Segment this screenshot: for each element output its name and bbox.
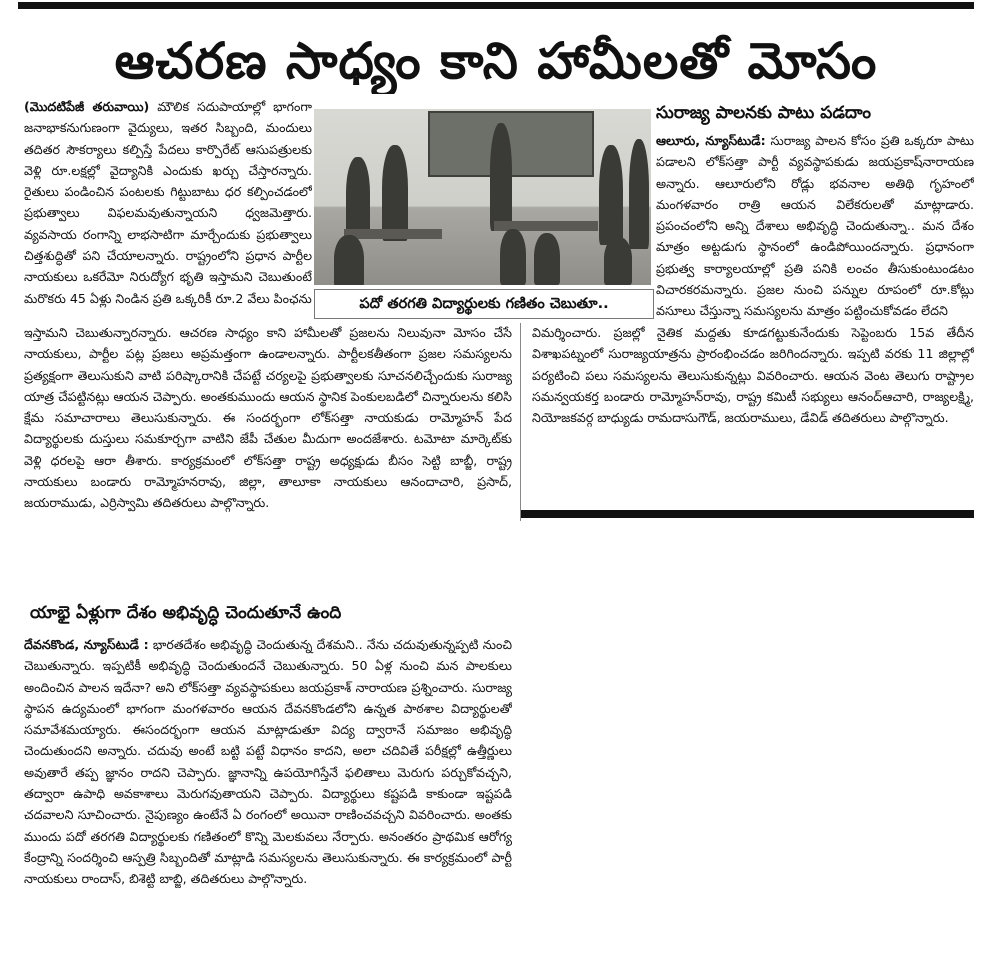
photo-caption: పదో తరగతి విద్యార్థులకు గణితం చెబుతూ.. xyxy=(314,289,654,319)
person-figure xyxy=(382,145,408,241)
teacher-figure xyxy=(490,123,512,231)
top-rule xyxy=(18,2,974,9)
student-figure xyxy=(500,229,526,285)
left-column-text: మౌలిక సదుపాయాల్లో భాగంగా జనాభాకనుగుణంగా వైద్యులు, ఇతర సిబ్బంది, మందులు తదితర సౌకర్యాలు కల్పిస్తే పేదలు కార్పొరేట్ ఆసుపత్రులకు వెళ్లి రూ.లక్షల్లో వైద్యానికి ఎందుకు ఖర్చు చేస్తారన్నారు. రైతులు పండించిన పంటలకు గిట్టుబాటు ధర కల్పించడంలో ప్రభుత్వాలు విఫలమవుతున్నాయని ధ్వజమెత్తారు. వ్యవసాయ రంగాన్ని లాభసాటిగా మార్చేందుకు ప్రభుత్వాలు చిత్తశుద్ధితో పని చేయాలన్నారు. రాష్ట్రంలోని ప్రధాన పార్టీల నాయకులు ఒకరేమో నిరుద్యోగ భృతి ఇస్తామని చెబుతుంటే మరొకరు 45 ఏళ్లు నిండిన ప్రతి ఒక్కరికీ రూ.2 వేలు పింఛను xyxy=(24,99,312,306)
right-article-dateline: ఆలూరు, న్యూస్‌టుడే: xyxy=(656,133,766,148)
left-column-continued xyxy=(24,322,512,594)
person-figure xyxy=(599,145,623,245)
headline: ఆచరణ సాధ్యం కాని హామీలతో మోసం xyxy=(114,32,878,90)
student-figure xyxy=(604,237,632,285)
bottom-article-text: భారతదేశం అభివృద్ధి చెందుతున్న దేశమని.. నేను చదువుతున్నప్పటి నుంచి చెబుతున్నారు. ఇప్పటికీ అభివృద్ధి చెందుతుందనే చెబుతున్నారు. 50 ఏళ్ల నుంచి మన పాలకులు అందించిన పాలన ఇదేనా? అని లోక్‌సత్తా వ్యవస్థాపకులు జయప్రకాశ్ నారాయణ ప్రశ్నించారు. సురాజ్య స్థాపన ఉద్యమంలో భాగంగా మంగళవారం ఆయన దేవనకొండలోని ఉన్నత పాఠశాల విద్యార్థులతో సమావేశమయ్యారు. ఈసందర్భంగా ఆయన మాట్లాడుతూ విద్య ద్వారానే సమాజం అభివృద్ధి చెందుతుందని అన్నారు. చదువు అంటే బట్టి పట్టే విధానం కాదని, అలా చదివితే పరీక్షల్లో ఉత్తీర్ణులు అవుతారే తప్ప జ్ఞానం రాదని చెప్పారు. జ్ఞానాన్ని ఉపయోగిస్తేనే ఫలితాలు మెరుగు పర్చుకోవచ్చని, తద్వారా ఉపాధి అవకాశాలు మెరుగవుతాయని చెప్పారు. విద్యార్థులు కష్టపడి కాకుండా ఇష్టపడి చదవాలని సూచించారు. నైపుణ్యం ఉంటేనే ఏ రంగంలో అయినా రాణించవచ్చని వివరించారు. అంతకు ముందు పదో తరగతి విద్యార్థులకు గణితంలో కొన్ని మెలకువలు నేర్పారు. అనంతరం ప్రాథమిక ఆరోగ్య కేంద్రాన్ని సందర్శించి ఆస్పత్రి సిబ్బందితో మాట్లాడి సమస్యలను తెలుసుకున్నారు. ఈ కార్యక్రమంలో పార్టీ నాయకులు రాందాస్, బిశెట్టి బాబ్జి, తదితరులు పాల్గొన్నారు. xyxy=(24,637,512,887)
section-rule xyxy=(521,510,974,518)
right-article-text-part1: సురాజ్య పాలన కోసం ప్రతి ఒక్కరూ పాటు పడాలని లోక్‌సత్తా పార్టీ వ్యవస్థాపకుడు జయప్రకాష్‌నారాయణ అన్నారు. ఆలూరులోని రోడ్లు భవనాల అతిథి గృహంలో మంగళవారం రాత్రి ఆయన విలేకరులతో మాట్లాడారు. ప్రపంచంలోని అన్ని దేశాలు అభివృద్ధి చెందుతున్నా.. మన దేశం మాత్రం అట్టడుగు స్థానంలో ఉండిపోయిందన్నారు. ప్రధానంగా ప్రభుత్వ కార్యాలయాల్లో ప్రతి పనికి లంచం తీసుకుంటుండటం విచారకరమన్నారు. ప్రజల నుంచి పన్నుల రూపంలో రూ.కోట్లు వసూలు చేస్తున్నా సమస్యలను మాత్రం పట్టించుకోవడం లేదని xyxy=(656,133,974,319)
classroom-photo xyxy=(314,109,651,285)
right-article-text-part2: విమర్శించారు. ప్రజల్లో నైతిక మద్దతు కూడగట్టుకునేందుకు సెప్టెంబరు 15వ తేదీన విశాఖపట్నంలో సురాజ్యయాత్రను ప్రారంభించడం జరిగిందన్నారు. ఇప్పటి వరకు 11 జిల్లాల్లో పర్యటించి పలు సమస్యలను తెలుసుకున్నట్లు వివరించారు. ఆయన వెంట తెలుగు రాష్ట్రాల సమన్వయకర్త బండారు రామ్మోహన్‌రావు, రాష్ట్ర కమిటీ సభ్యులు ఆనంద్‌ఆచారి, రాజ్యలక్ష్మి, నియోజకవర్గ బాధ్యుడు రామదాసుగౌడ్, జయరాములు, డేవిడ్ తదితరులు పాల్గొన్నారు. xyxy=(532,325,974,426)
left-column xyxy=(24,96,312,322)
desk xyxy=(344,229,442,239)
right-article-title: సురాజ్య పాలనకు పాటు పడదాం xyxy=(656,103,872,123)
left-column-lead: (మొదటిపేజీ తరువాయి) xyxy=(24,99,150,114)
bottom-article-dateline: దేవనకొండ, న్యూస్‌టుడే : xyxy=(24,637,149,652)
left-column-continued-text: ఇస్తామని చెబుతున్నారన్నారు. ఆచరణ సాధ్యం కాని హామీలతో ప్రజలను నిలువునా మోసం చేసే నాయకులు, పార్టీల పట్ల ప్రజలు అప్రమత్తంగా ఉండాలన్నారు. పార్టీలకతీతంగా ప్రజల సమస్యలను ప్రత్యక్షంగా తెలుసుకుని వాటి పరిష్కారానికి చేపట్టే చర్యలపై ప్రభుత్వాలకు సూచనలిచ్చేందుకు సురాజ్య యాత్ర చేపట్టినట్లు ఆయన చెప్పారు. అంతకుముందు ఆయన స్థానిక పెంకులబడిలో చిన్నారులను కలిసి క్షేమ సమాచారాలు తెలుసుకున్నారు. ఈ సందర్భంగా లోక్‌సత్తా నాయకుడు రామ్మోహన్ పేద విద్యార్థులకు దుస్తులు సమకూర్చగా వాటిని జేపీ చేతుల మీదుగా అందజేశారు. టమోటా మార్కెట్‌కు వెళ్లి ధరలపై ఆరా తీశారు. కార్యక్రమంలో లోక్‌సత్తా రాష్ట్ర అధ్యక్షుడు బీసం సెట్టి బాబ్జీ, రాష్ట్ర నాయకులు బండారు రామ్మోహనరావు, జిల్లా, తాలూకా నాయకులు ఆనందాచారి, ప్రసాద్, జయరాముడు, ఎర్రిస్వామి తదితరులు పాల్గొన్నారు. xyxy=(24,325,512,511)
right-article-body xyxy=(656,130,974,322)
column-divider xyxy=(520,323,521,521)
student-figure xyxy=(534,233,560,285)
person-figure xyxy=(629,139,649,249)
student-figure xyxy=(334,235,364,285)
person-figure xyxy=(346,157,370,237)
bottom-article-body xyxy=(24,634,512,964)
right-article-body-continued xyxy=(532,322,974,498)
bottom-article-title: యాభై ఏళ్లుగా దేశం అభివృద్ధి చెందుతూనే ఉంది xyxy=(30,603,342,623)
